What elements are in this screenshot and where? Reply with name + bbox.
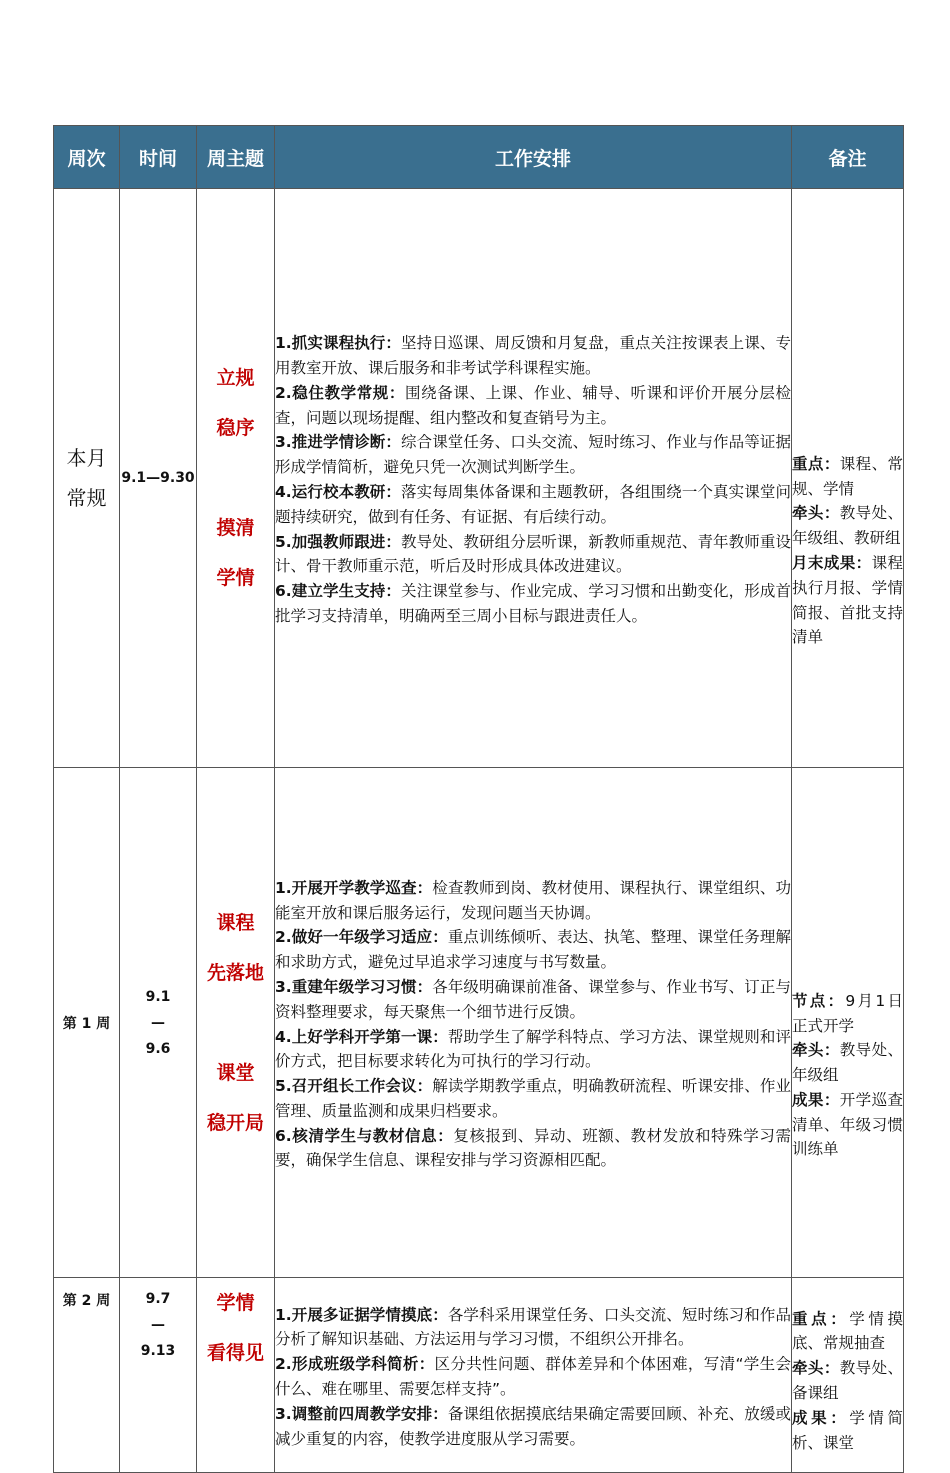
header-theme: 周主题 [197,126,275,189]
work-item-title: 3.重建年级学习习惯： [275,977,433,996]
table-header-row [54,126,904,189]
week-cell [54,1278,120,1473]
time-cell [120,1278,197,1473]
work-item-title: 5.加强教师跟进： [275,532,401,551]
note-item [792,1038,903,1088]
note-item [792,1406,903,1456]
note-title: 重点： [792,454,840,473]
note-item [792,1307,903,1357]
note-title: 月末成果： [792,554,872,572]
work-item-text: 各年级明确课前准备、课堂参与、作业书写、订正与资料整理要求，每天聚焦一个细节进行反馈。 [275,977,791,1021]
note-item [792,1356,903,1406]
note-text: 教导处、年级组 [792,1041,903,1085]
work-item [275,480,791,530]
work-item-text: 检查教师到岗、教材使用、课程执行、课堂组织、功能室开放和课后服务运行，发现问题当天协调。 [275,878,791,922]
note-text: 教导处、备课组 [792,1359,903,1402]
theme-cell [197,189,275,768]
work-item-text: 落实每周集体备课和主题教研，各组围绕一个真实课堂问题持续研究，做到有任务、有证据、有后续行动。 [275,483,791,526]
note-text: 课程、常规、学情 [792,454,903,498]
note-title: 牵头： [792,504,840,523]
work-item-text: 坚持日巡课、周反馈和月复盘，重点关注按课表上课、专用教室开放、课后服务和非考试学科课程实施。 [275,334,791,378]
work-item-title: 4.上好学科开学第一课： [275,1027,448,1046]
work-item [275,1025,791,1075]
table-row [54,189,904,768]
week-cell [54,189,120,768]
note-item [792,501,903,551]
work-item [275,1124,791,1174]
time-text: 9.1 [145,988,171,1005]
work-item-text: 教导处、教研组分层听课，新教师重规范、青年教师重设计、骨干教师重示范，听后及时形成具体改进建议。 [275,532,791,576]
week-text: 第 2 周 [62,1293,111,1309]
note-item [792,551,903,650]
work-item-title: 3.调整前四周教学安排： [275,1404,448,1423]
header-time: 时间 [120,126,197,189]
note-item [792,1088,903,1162]
time-cell [120,768,197,1278]
time-cell [120,189,197,768]
theme-text: 学情 [216,1292,255,1314]
theme-text: 摸清 [216,517,255,539]
work-item [275,876,791,926]
header-week: 周次 [54,126,120,189]
note-title: 牵头： [792,1041,840,1060]
note-text: 学情摸底、常规抽查 [792,1309,903,1353]
work-item-text: 帮助学生了解学科特点、学习方法、课堂规则和评价方式，把目标要求转化为可执行的学习行动。 [275,1027,791,1071]
theme-spacer [197,453,274,503]
work-item-title: 3.推进学情诊断： [275,433,401,452]
week-cell [54,768,120,1278]
theme-cell [197,768,275,1278]
work-cell [275,1278,792,1473]
work-item-title: 2.形成班级学科简析： [275,1355,435,1374]
work-item [275,1074,791,1124]
note-title: 牵头： [792,1359,840,1378]
work-item-title: 5.召开组长工作会议： [275,1077,433,1096]
work-item [275,430,791,480]
note-item [792,989,903,1039]
note-text: 开学巡查清单、年级习惯训练单 [792,1090,903,1159]
note-title: 成果： [792,1090,840,1109]
work-item-title: 6.核清学生与教材信息： [275,1126,454,1145]
notes-cell [792,1278,904,1473]
work-item-title: 1.开展多证据学情摸底： [275,1305,448,1324]
time-text: 9.6 [145,1040,171,1057]
work-item-title: 1.开展开学教学巡查： [275,878,433,897]
work-item-text: 围绕备课、上课、作业、辅导、听课和评价开展分层检查，问题以现场提醒、组内整改和复查销号为主。 [275,383,791,427]
header-notes: 备注 [792,126,904,189]
theme-text: 学情 [216,567,255,589]
note-text: 教导处、年级组、教研组 [792,504,903,548]
time-text: 9.7 [145,1291,171,1307]
note-title: 重点： [792,1309,850,1328]
header-work: 工作安排 [275,126,792,189]
work-item [275,925,791,975]
note-text: 课程执行月报、学情简报、首批支持清单 [792,554,903,647]
work-item-text: 解读学期教学重点，明确教研流程、听课安排、作业管理、质量监测和成果归档要求。 [275,1077,791,1120]
time-text: — [151,1317,165,1333]
note-title: 成果： [792,1408,850,1427]
table-row [54,1278,904,1473]
time-text: 9.13 [140,1343,176,1359]
work-item-text: 各学科采用课堂任务、口头交流、短时练习和作品分析了解知识基础、方法运用与学习习惯，不组织公开排名。 [275,1305,791,1349]
work-item-text: 关注课堂参与、作业完成、学习习惯和出勤变化，形成首批学习支持清单，明确两至三周小目标与跟进责任人。 [275,582,791,625]
work-item-text: 区分共性问题、群体差异和个体困难，写清“学生会什么、难在哪里、需要怎样支持”。 [275,1355,791,1398]
theme-text: 稳序 [216,417,255,439]
theme-text: 看得见 [206,1342,264,1364]
work-item-title: 6.建立学生支持： [275,582,401,601]
work-item-text: 重点训练倾听、表达、执笔、整理、课堂任务理解和求助方式，避免过早追求学习速度与书写数量。 [275,928,791,972]
work-item [275,579,791,629]
week-text: 本月 [66,446,107,470]
time-text: 9.1—9.30 [121,470,195,486]
time-text: — [151,1014,165,1031]
note-text: 9月1日正式开学 [792,991,903,1035]
table-row [54,768,904,1278]
theme-spacer [197,998,274,1048]
theme-cell [197,1278,275,1473]
work-item [275,331,791,381]
work-item-title: 2.稳住教学常规： [275,383,406,402]
notes-cell [792,189,904,768]
theme-text: 立规 [216,367,255,389]
note-title: 节点： [792,991,846,1010]
work-item [275,1402,791,1452]
week-text: 第 1 周 [62,1015,111,1032]
work-item-text: 复核报到、异动、班额、教材发放和特殊学习需要，确保学生信息、课程安排与学习资源相匹配。 [275,1126,791,1170]
note-item [792,452,903,502]
work-item-title: 2.做好一年级学习适应： [275,928,448,947]
work-item [275,1303,791,1353]
work-cell [275,189,792,768]
work-item [275,975,791,1025]
work-item [275,530,791,580]
work-cell [275,768,792,1278]
work-item-title: 1.抓实课程执行： [275,334,401,353]
work-item [275,381,791,431]
notes-cell [792,768,904,1278]
work-item-title: 4.运行校本教研： [275,483,401,501]
theme-text: 先落地 [206,961,264,984]
theme-text: 稳开局 [206,1111,264,1134]
work-item-text: 综合课堂任务、口头交流、短时练习、作业与作品等证据形成学情简析，避免只凭一次测试判断学生。 [275,433,791,477]
week-text: 常规 [66,486,107,510]
work-plan-table [53,125,904,1473]
theme-text: 课堂 [216,1061,255,1084]
note-text: 学情简析、课堂 [792,1408,903,1452]
work-item-text: 备课组依据摸底结果确定需要回顾、补充、放缓或减少重复的内容，使教学进度服从学习需要。 [275,1404,791,1448]
theme-text: 课程 [216,911,255,934]
work-item [275,1352,791,1402]
